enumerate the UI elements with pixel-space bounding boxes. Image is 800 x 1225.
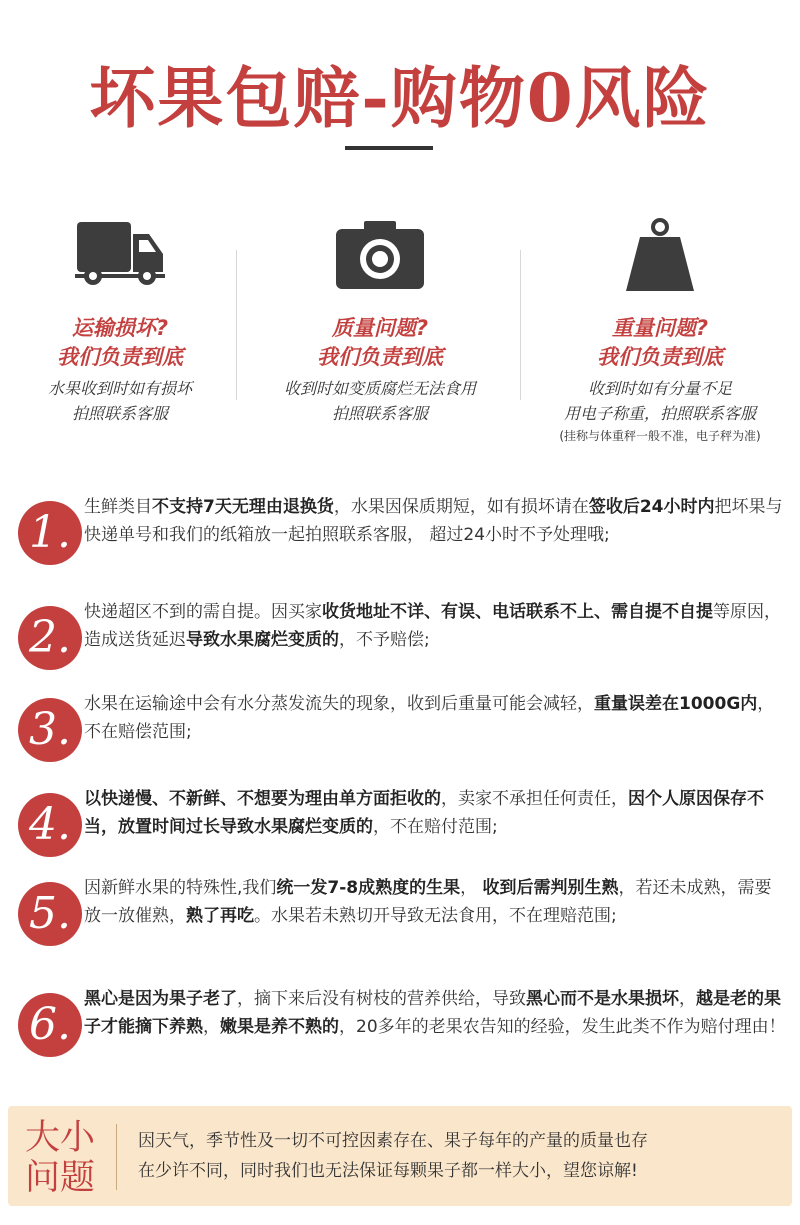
size-notice-line: 在少许不同，同时我们也无法保证每颗果子都一样大小，望您谅解! (138, 1161, 638, 1181)
feature-promise: 我们负责到底 (57, 345, 183, 369)
policy-text (84, 985, 788, 1041)
emphasis-text: 收货地址不详、有误、电话联系不上、需自提不自提 (322, 602, 713, 622)
feature-note: (挂称与体重秤一般不准，电子秤为准) (559, 429, 761, 443)
feature-question: 运输损坏? (71, 316, 169, 340)
text-segment: ，若还未成熟，需要放一放催熟， (84, 878, 772, 926)
text-segment: 把坏果与快递单号和我们的纸箱放一起拍照联系客服， 超过24小时不予处理哦; (84, 497, 783, 545)
feature-promise: 我们负责到底 (597, 345, 723, 369)
emphasis-text: 越是老的果子才能摘下养熟 (84, 989, 781, 1037)
page-title: 坏果包赔-购物0风险 (89, 59, 711, 137)
emphasis-text: 统一发7-8成熟度的生果 (276, 878, 461, 898)
truck-icon (0, 210, 250, 300)
number-badge: 3. (18, 698, 82, 762)
text-segment: 。水果若未熟切开导致无法食用，不在理赔范围; (254, 906, 617, 926)
feature-row (0, 210, 800, 470)
feature-desc: 拍照联系客服 (331, 404, 428, 423)
feature-promise: 我们负责到底 (317, 345, 443, 369)
feature-question: 质量问题? (331, 316, 429, 340)
emphasis-text: 以快递慢、不新鲜、不想要为理由单方面拒收的 (84, 789, 441, 809)
number-badge: 2. (18, 606, 82, 670)
policy-text (84, 598, 788, 654)
text-segment: 因新鲜水果的特殊性,我们 (84, 878, 277, 898)
emphasis-text: 因个人原因保存不当，放置时间过长导致水果腐烂变质的 (84, 789, 764, 837)
text-segment: ，不在赔偿范围; (84, 694, 775, 742)
text-segment: ，不在赔付范围; (373, 817, 498, 837)
size-notice (8, 1106, 792, 1206)
size-notice-title (20, 1118, 100, 1198)
text-segment: ，不予赔偿; (339, 630, 430, 650)
text-segment: ，20多年的老果农告知的经验，发生此类不作为赔付理由！ (339, 1017, 786, 1037)
text-segment: ， (460, 878, 483, 898)
emphasis-text: 黑心而不是水果损坏 (526, 989, 679, 1009)
feature-desc: 拍照联系客服 (71, 404, 168, 423)
number-badge: 5. (18, 882, 82, 946)
size-notice-divider (116, 1124, 117, 1190)
size-notice-text (138, 1126, 778, 1186)
text-segment: ，摘下来后没有树枝的营养供给，导致 (237, 989, 526, 1009)
feature-desc: 用电子称重，拍照联系客服 (563, 404, 756, 423)
text-segment: ，水果因保质期短，如有损坏请在 (333, 497, 589, 517)
text-segment: ，卖家不承担任何责任， (441, 789, 628, 809)
text-segment: 生鲜类目 (84, 497, 152, 517)
feature-desc: 水果收到时如有损坏 (47, 379, 192, 398)
feature-weight (530, 210, 790, 446)
feature-desc: 收到时如变质腐烂无法食用 (283, 379, 476, 398)
text-segment: 水果在运输途中会有水分蒸发流失的现象，收到后重量可能会减轻， (84, 694, 594, 714)
weight-icon (530, 210, 790, 300)
emphasis-text: 签收后24小时内 (588, 497, 715, 517)
policy-text (84, 874, 788, 930)
size-notice-title-line: 问题 (24, 1158, 95, 1198)
policy-text (84, 690, 788, 746)
divider (520, 250, 521, 400)
emphasis-text: 导致水果腐烂变质的 (186, 630, 339, 650)
emphasis-text: 不支持7天无理由退换货 (152, 497, 334, 517)
size-notice-line: 因天气，季节性及一切不可控因素存在、果子每年的产量的质量也存 (138, 1131, 648, 1151)
divider (236, 250, 237, 400)
feature-question: 重量问题? (611, 316, 709, 340)
emphasis-text: 收到后需判别生熟 (482, 878, 619, 898)
text-segment: ， (203, 1017, 220, 1037)
title-underline (345, 146, 433, 150)
policy-text (84, 493, 788, 549)
emphasis-text: 熟了再吃 (186, 906, 254, 926)
feature-desc: 收到时如有分量不足 (587, 379, 732, 398)
emphasis-text: 嫩果是养不熟的 (220, 1017, 339, 1037)
number-badge: 4. (18, 793, 82, 857)
camera-icon (250, 210, 510, 300)
text-segment: 快递超区不到的需自提。因买家 (84, 602, 322, 622)
text-segment: ， (679, 989, 696, 1009)
feature-quality (250, 210, 510, 426)
feature-transport (0, 210, 250, 426)
emphasis-text: 黑心是因为果子老了 (84, 989, 237, 1009)
number-badge: 6. (18, 993, 82, 1057)
number-badge: 1. (18, 501, 82, 565)
policy-text (84, 785, 788, 841)
emphasis-text: 重量误差在1000G内 (594, 694, 758, 714)
text-segment: 等原因，造成送货延迟 (84, 602, 781, 650)
size-notice-title-line: 大小 (24, 1118, 95, 1158)
